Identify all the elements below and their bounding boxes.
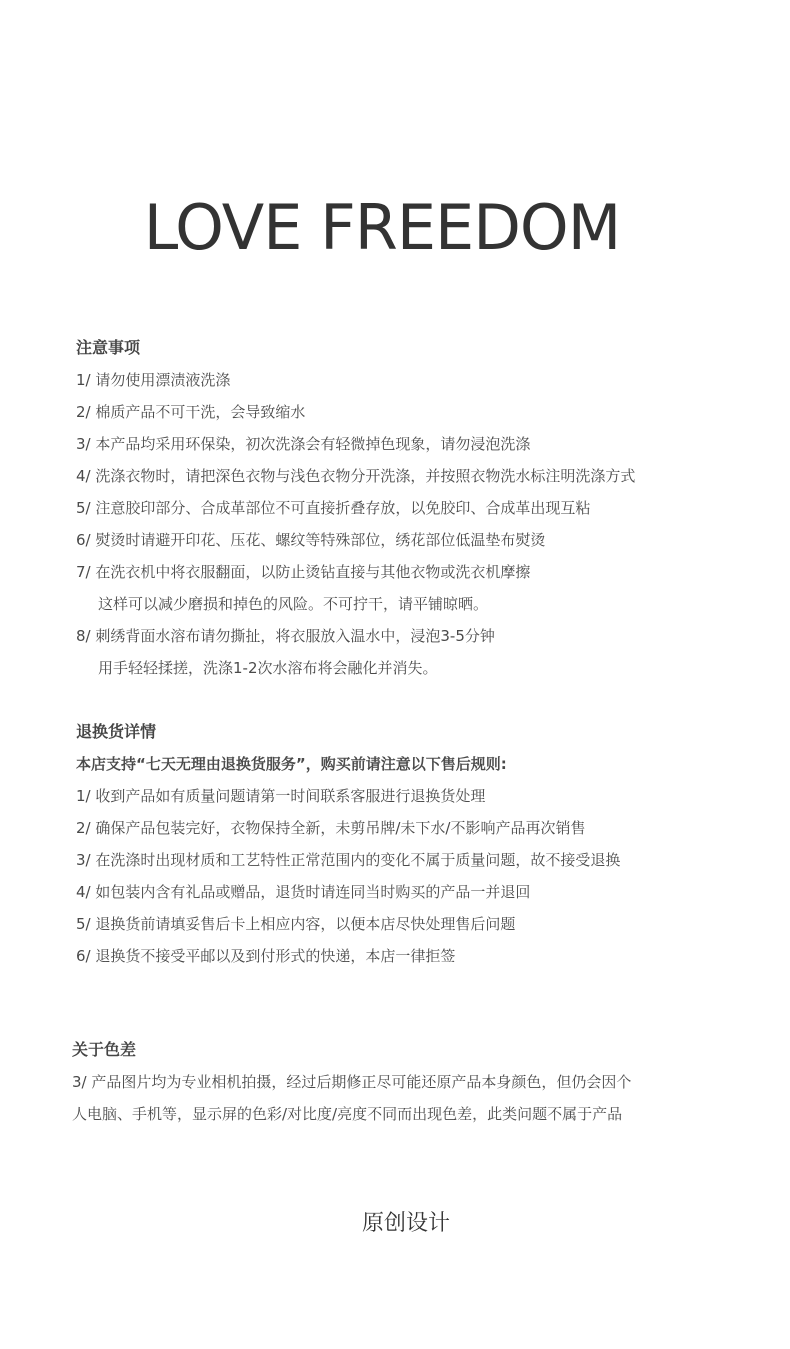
returns-item: 5/ 退换货前请填妥售后卡上相应内容，以便本店尽快处理售后问题 bbox=[76, 915, 516, 933]
color-difference-item: 人电脑、手机等，显示屏的色彩/对比度/亮度不同而出现色差，此类问题不属于产品 bbox=[72, 1105, 623, 1123]
returns-item: 6/ 退换货不接受平邮以及到付形式的快递，本店一律拒签 bbox=[76, 947, 456, 965]
color-difference-item: 3/ 产品图片均为专业相机拍摄，经过后期修正尽可能还原产品本身颜色，但仍会因个 bbox=[72, 1073, 632, 1091]
care-notes-heading: 注意事项 bbox=[76, 338, 141, 357]
care-note-item-continuation: 用手轻轻揉搓，洗涤1-2次水溶布将会融化并消失。 bbox=[98, 659, 438, 677]
returns-item: 2/ 确保产品包装完好，衣物保持全新，未剪吊牌/未下水/不影响产品再次销售 bbox=[76, 819, 586, 837]
brand-title: LOVE FREEDOM bbox=[143, 191, 621, 264]
care-note-item: 8/ 刺绣背面水溶布请勿撕扯，将衣服放入温水中，浸泡3-5分钟 bbox=[76, 627, 495, 645]
care-note-item: 5/ 注意胶印部分、合成革部位不可直接折叠存放，以免胶印、合成革出现互粘 bbox=[76, 499, 591, 517]
returns-intro: 本店支持“七天无理由退换货服务”，购买前请注意以下售后规则: bbox=[76, 755, 507, 773]
care-note-item: 3/ 本产品均采用环保染，初次洗涤会有轻微掉色现象，请勿浸泡洗涤 bbox=[76, 435, 531, 453]
returns-item: 3/ 在洗涤时出现材质和工艺特性正常范围内的变化不属于质量问题，故不接受退换 bbox=[76, 851, 621, 869]
care-note-item: 7/ 在洗衣机中将衣服翻面，以防止烫钻直接与其他衣物或洗衣机摩擦 bbox=[76, 563, 531, 581]
care-note-item: 4/ 洗涤衣物时，请把深色衣物与浅色衣物分开洗涤，并按照衣物洗水标注明洗涤方式 bbox=[76, 467, 636, 485]
care-note-item-continuation: 这样可以减少磨损和掉色的风险。不可拧干，请平铺晾晒。 bbox=[98, 595, 489, 613]
returns-heading: 退换货详情 bbox=[76, 722, 157, 741]
returns-item: 1/ 收到产品如有质量问题请第一时间联系客服进行退换货处理 bbox=[76, 787, 486, 805]
care-note-item: 2/ 棉质产品不可干洗，会导致缩水 bbox=[76, 403, 306, 421]
color-difference-heading: 关于色差 bbox=[72, 1040, 137, 1059]
returns-item: 4/ 如包装内含有礼品或赠品，退货时请连同当时购买的产品一并退回 bbox=[76, 883, 531, 901]
care-note-item: 6/ 熨烫时请避开印花、压花、螺纹等特殊部位，绣花部位低温垫布熨烫 bbox=[76, 531, 546, 549]
footer-title: 原创设计 bbox=[361, 1211, 450, 1236]
care-note-item: 1/ 请勿使用漂渍液洗涤 bbox=[76, 371, 231, 389]
